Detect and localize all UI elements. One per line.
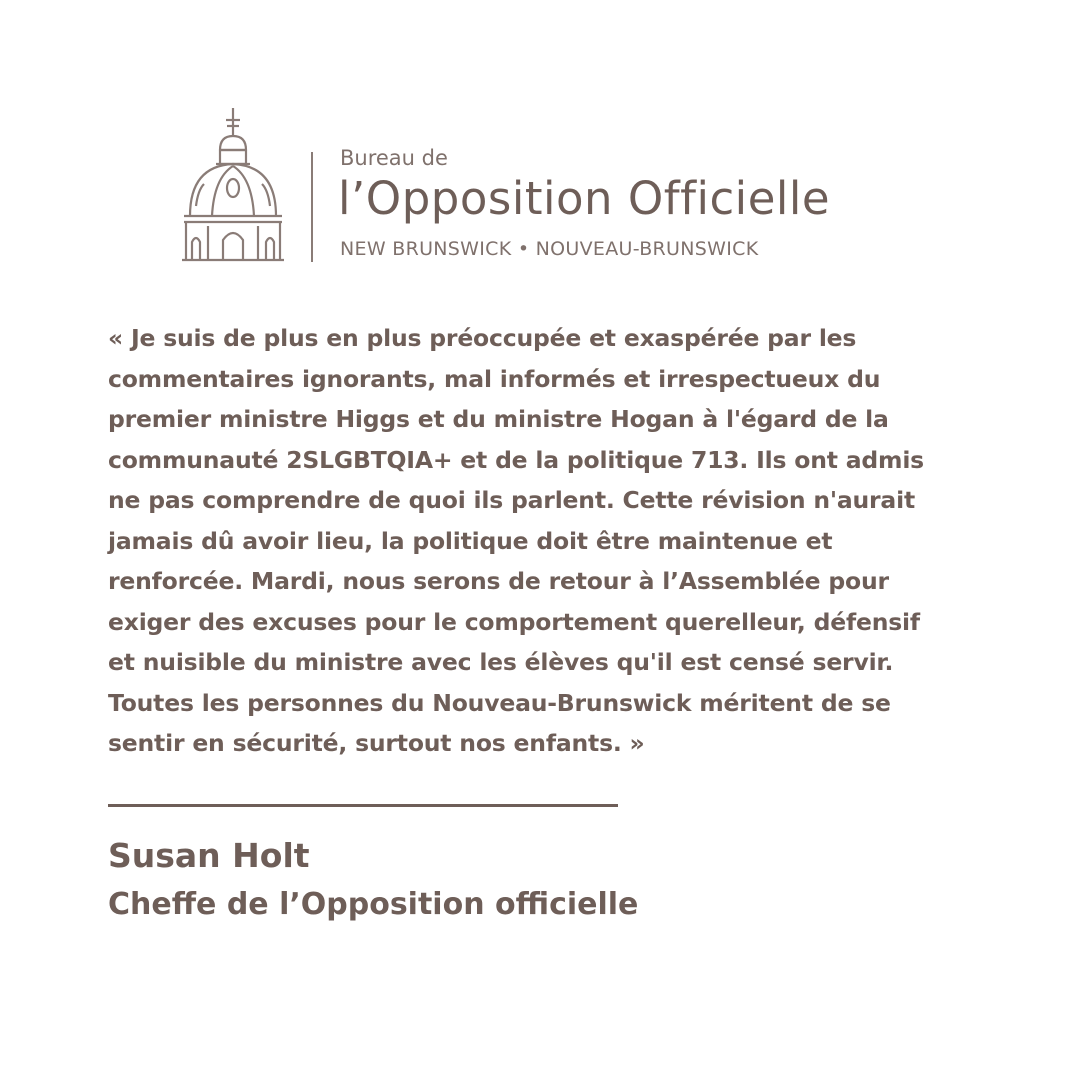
logo-line-sub: NEW BRUNSWICK • NOUVEAU-BRUNSWICK [340,238,759,260]
quote-text: « Je suis de plus en plus préoccupée et exaspérée par les commentaires ignorants, mal informés et irrespectueux du premier ministre Higgs et du ministre Hogan à l'égard de la communauté 2SLGBTQIA+ et de la politique 713. Ils ont admis ne pas comprendre de quoi ils parlent. Cette révision n'aurait jamais dû avoir lieu, la politique doit être maintenue et renforcée. Mardi, nous serons de retour à l’Assemblée pour exiger des excuses pour le comportement querelleur, défensif et nuisible du ministre avec les élèves qu'il est censé servir. Toutes les personnes du Nouveau-Brunswick méritent de se sentir en sécurité, surtout nos enfants. » [108,324,924,757]
logo-divider [311,152,313,262]
logo [180,106,900,262]
legislature-dome-icon [180,106,286,262]
signature-title: Cheffe de l’Opposition officielle [108,887,639,922]
signature-divider [108,804,618,807]
logo-line-small: Bureau de [340,146,448,170]
logo-line-main: l’Opposition Officielle [338,172,831,225]
signature-name: Susan Holt [108,836,310,875]
